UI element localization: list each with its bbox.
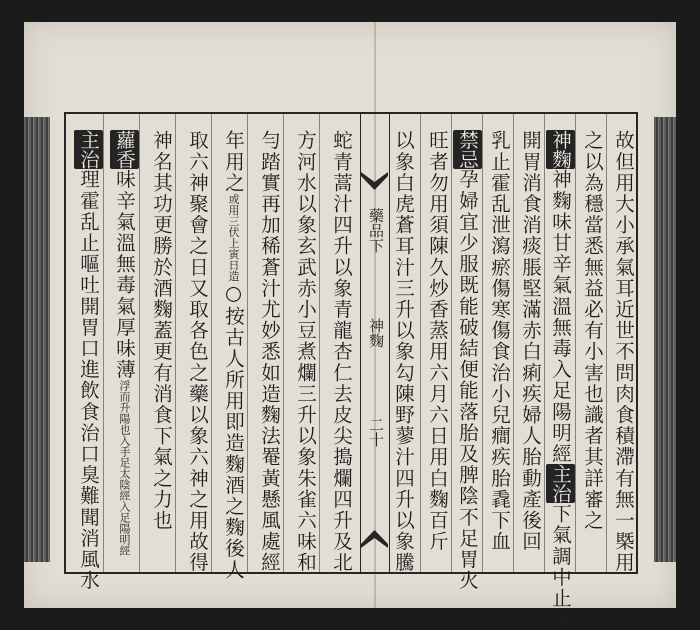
- indication-label-box: 主治: [74, 130, 103, 169]
- book-spread: [24, 22, 676, 630]
- text-segment: 孕婦宜少服既能破結便能落胎及脾陰不足胃火: [456, 169, 479, 591]
- herb-label-box: 神麴: [546, 130, 575, 169]
- caution-label-box: 禁忌: [453, 130, 482, 169]
- text-column: 乳止霍乱泄瀉瘀傷寒傷食治小兒癎疾胎毳下血: [488, 130, 511, 552]
- text-segment: 旺者勿用: [426, 130, 449, 215]
- text-column: 開胃消食消痰脹堅滿赤白痢疾婦人胎動產後回: [519, 130, 542, 552]
- text-column: 取六神聚會之日又取各色之藥以象六神之用故得: [186, 130, 209, 574]
- text-segment: 須陳久炒香蒸用六月六日用白麴百斤: [426, 214, 449, 553]
- right-page-frame: [374, 112, 638, 630]
- right-page-edge: [654, 117, 676, 562]
- left-page-edge: [24, 117, 50, 562]
- text-column: 神名其功更勝於酒麴蓋更有消食下氣之力也: [150, 130, 173, 531]
- text-column: 勻踏實再加稀蒼汁尤妙悉如造麴法罨黃懸風處經: [258, 130, 281, 574]
- text-column: [548, 130, 575, 630]
- text-segment: 年用之: [222, 130, 245, 194]
- text-column: [112, 130, 139, 562]
- text-column: 以象白虎蒼耳汁三升以象勾陳野蓼汁四升以象騰: [392, 130, 415, 574]
- text-column: [424, 130, 451, 562]
- herb-label-box: 蘿香: [110, 130, 139, 169]
- page-number: 二十: [367, 417, 385, 447]
- indication-label-box: 主治: [546, 464, 575, 503]
- text-segment: 理霍乱止嘔吐開胃口進飲食治口臭難聞消風水: [77, 169, 100, 591]
- left-page-frame: [64, 112, 374, 591]
- text-column: 故但用大小承氣耳近世不問肉食積滯有無一槩用: [612, 130, 635, 574]
- section-title: 藥品下: [367, 207, 385, 253]
- running-head: 神麴: [367, 318, 385, 348]
- text-column: 蛇青蒿汁四升以象青龍杏仁去皮尖搗爛四升及北: [330, 130, 353, 574]
- text-column: [455, 130, 482, 591]
- text-column: 之以為穩當悉無益必有小害也識者其詳審之: [581, 130, 604, 531]
- annotation-note: 或用三伏上寅日造: [227, 193, 240, 282]
- text-segment: 神麴味甘辛氣溫無毒入足陽明經: [549, 169, 572, 465]
- text-column: [220, 130, 247, 581]
- text-segment: 味辛氣溫無毒氣厚味薄: [113, 169, 136, 380]
- text-segment: 下氣調中止瀉: [549, 503, 572, 630]
- text-column: 方河水以象玄武赤小豆煮爛三升以象朱雀六味和: [294, 130, 317, 574]
- text-segment: ○按古人所用即造麴酒之麴後人: [222, 281, 245, 581]
- annotation-note: 浮而升陽也入手足太陰經入足陽明經: [118, 380, 131, 556]
- text-column: [76, 130, 103, 591]
